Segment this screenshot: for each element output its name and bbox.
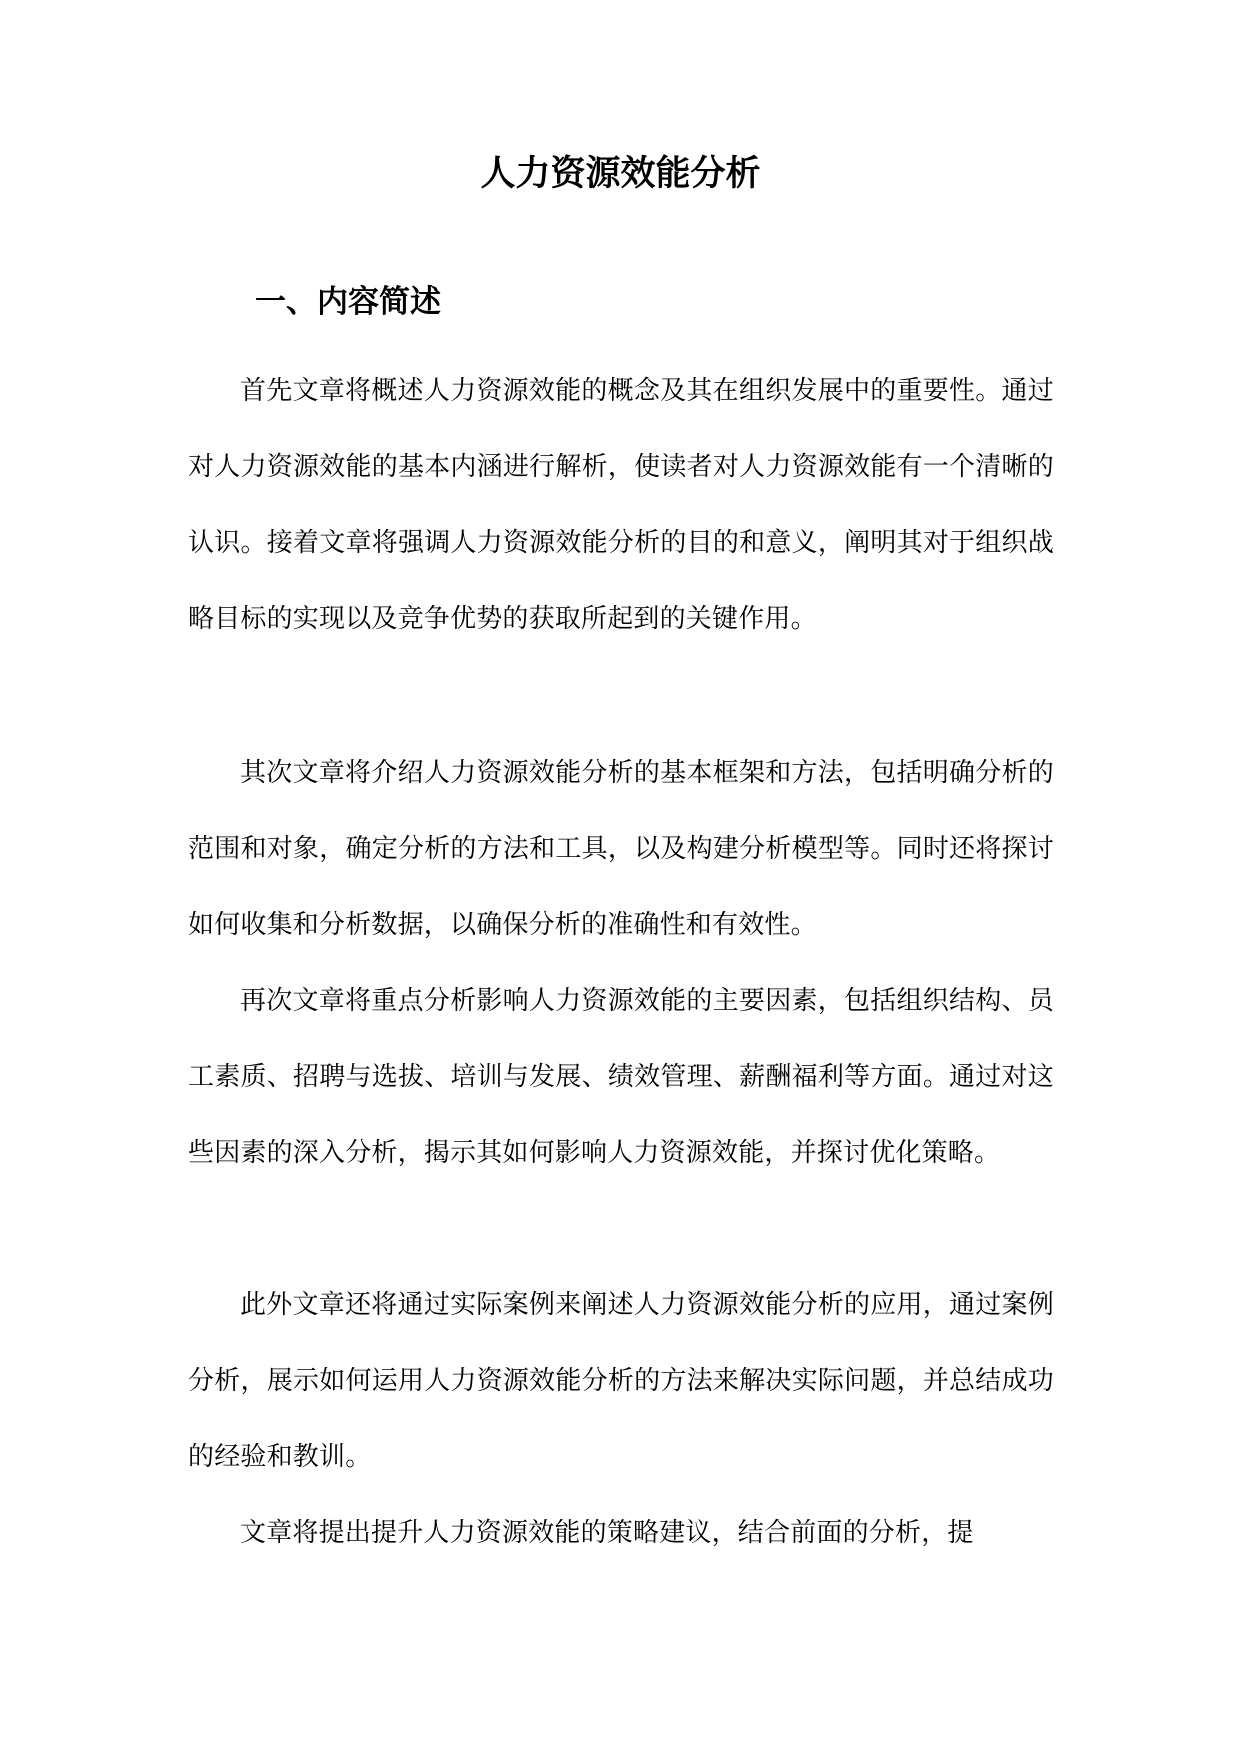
paragraph-cases: 此外文章还将通过实际案例来阐述人力资源效能分析的应用，通过案例分析，展示如何运用人力资源效能分析的方法来解决实际问题，并总结成功的经验和教训。 bbox=[188, 1290, 1054, 1472]
paragraph-framework: 其次文章将介绍人力资源效能分析的基本框架和方法，包括明确分析的范围和对象，确定分析的方法和工具，以及构建分析模型等。同时还将探讨如何收集和分析数据，以确保分析的准确性和有效性。 bbox=[188, 758, 1054, 940]
document-title: 人力资源效能分析 bbox=[480, 153, 761, 194]
paragraph-factors: 再次文章将重点分析影响人力资源效能的主要因素，包括组织结构、员工素质、招聘与选拔、培训与发展、绩效管理、薪酬福利等方面。通过对这些因素的深入分析，揭示其如何影响人力资源效能，并探讨优化策略。 bbox=[188, 986, 1054, 1168]
section-heading: 一、内容简述 bbox=[255, 284, 441, 320]
paragraph-strategy: 文章将提出提升人力资源效能的策略建议，结合前面的分析，提 bbox=[240, 1518, 974, 1548]
paragraph-overview: 首先文章将概述人力资源效能的概念及其在组织发展中的重要性。通过对人力资源效能的基本内涵进行解析，使读者对人力资源效能有一个清晰的认识。接着文章将强调人力资源效能分析的目的和意义，阐明其对于组织战略目标的实现以及竞争优势的获取所起到的关键作用。 bbox=[188, 376, 1054, 634]
